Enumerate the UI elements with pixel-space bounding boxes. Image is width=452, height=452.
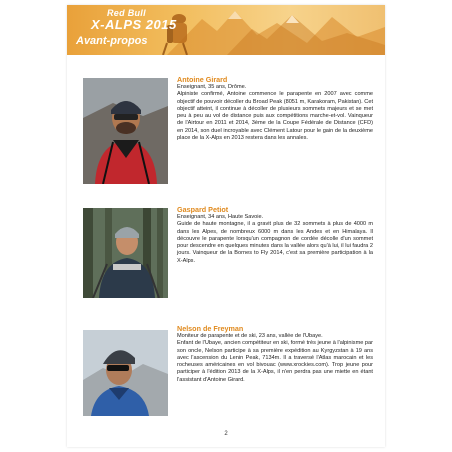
portrait-gaspard-petiot: [83, 208, 168, 298]
bio-meta: Moniteur de parapente et de ski, 23 ans, vallée de l'Ubaye.: [177, 333, 323, 339]
bio-meta: Enseignant, 35 ans, Drôme.: [177, 84, 247, 90]
brand-x-alps: X-ALPS 2015: [91, 17, 177, 32]
bio-text: Alpiniste confirmé, Antoine commence le parapente en 2007 avec comme objectif de pouvoir décoller du Broad Peak (8051 m, Karakoram, Pakistan). Cet objectif atteint, il continue à décoller de plusieurs sommets majeurs et se met peu à peu au vol de distance puis aux compétitions marche-et-vol. Vainqueur de l'Airtour en 2011 et 2014, 3ème de la Coupe Fédérale de Distance (CFD) en 2014, son duel incroyable avec Clément Latour pour le gain de la deuxième place de la X-Alps en 2013 restera dans les annales.: [177, 91, 373, 142]
bio-name: Antoine Girard: [177, 75, 228, 84]
header-banner: [67, 5, 385, 55]
bio-gaspard-petiot: [177, 206, 373, 265]
bio-name: Gaspard Petiot: [177, 205, 229, 214]
portrait-antoine-girard: [83, 78, 168, 184]
portrait-nelson-de-freyman: [83, 330, 168, 416]
bio-text: Enfant de l'Ubaye, ancien compétiteur en ski, formé très jeune à l'alpinisme par son oncle, Nelson participe à sa première expédition au Kyrgyzstan à 19 ans avec l'ascension du Lenin Peak, 7134m. Il a traversé l'Atlas marocain et les rocheuses américaines en vol bivouac (www.xrockies.com). Trop jeune pour participer à l'édition 2013 de la X-Alps, il n'en perdra pas une miette en étant l'assistant d'Antoine Girard.: [177, 340, 373, 383]
bio-text: Guide de haute montagne, il a gravit plus de 32 sommets à plus de 4000 m dans les Alpes, de nombreux 6000 m dans les Andes et en Himalaya. Il découvre le parapente lorsqu'un compagnon de cordée décolle d'un sommet pour descendre en quelques minutes dans la vallée alors qu'à lui, il lui faudra 2 jours. Vainqueur de la Bornes to Fly 2014, c'est sa première participation à la X-Alps.: [177, 221, 373, 264]
brand-red-bull: Red Bull: [107, 8, 146, 18]
page-number: 2: [224, 431, 228, 437]
bio-meta: Enseignant, 34 ans, Haute Savoie.: [177, 214, 264, 220]
section-title: Avant-propos: [76, 35, 148, 47]
bio-antoine-girard: [177, 76, 373, 142]
page: [67, 5, 385, 447]
bio-name: Nelson de Freyman: [177, 324, 244, 333]
bio-nelson-de-freyman: [177, 325, 373, 384]
